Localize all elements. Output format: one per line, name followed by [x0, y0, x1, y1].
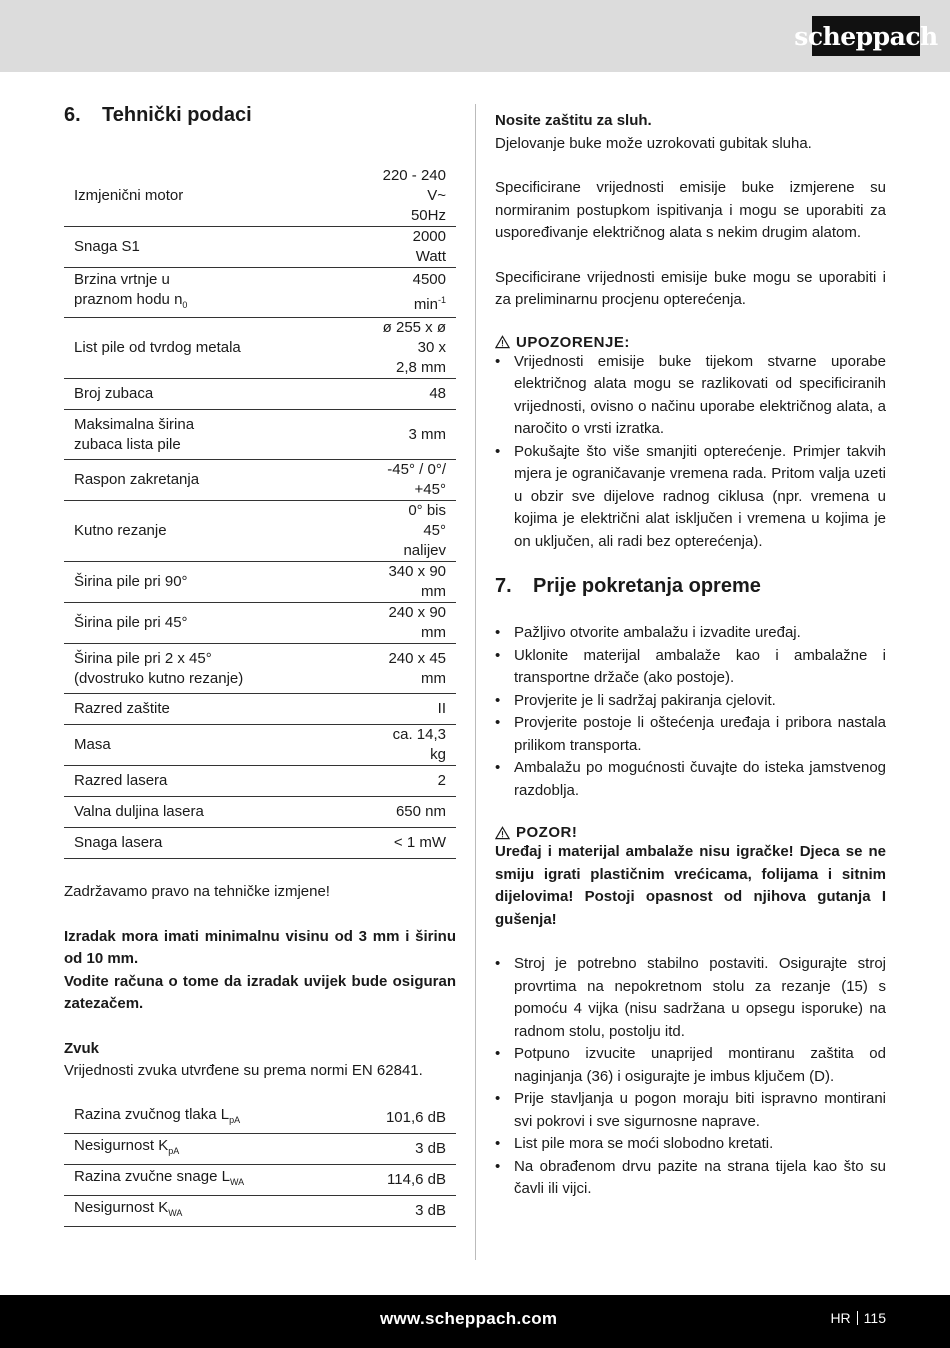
spec-label: Širina pile pri 90°	[64, 562, 372, 603]
page-number: 115	[863, 1310, 886, 1326]
spec-label: Valna duljina lasera	[64, 797, 372, 828]
spec-value: < 1 mW	[372, 828, 456, 859]
setup-item: • Potpuno izvucite unaprijed montiranu zaštita od naginjanja (36) i osigurajte je imbus ključem (D).	[495, 1043, 886, 1088]
spec-row	[64, 166, 456, 227]
spec-row	[64, 501, 456, 562]
spec-label: Masa	[64, 725, 372, 766]
warning-title: UPOZORENJE:	[516, 333, 630, 351]
caution-text: Uređaj i materijal ambalaže nisu igračke! Djeca se ne smiju igrati plastičnim vrećicama, folijama i sitnim dijelovima! Postoji opasnost od njihova gutanja I gušenja!	[495, 843, 886, 928]
spec-label: Brzina vrtnje u praznom hodu $n_0$	[64, 268, 372, 318]
spec-label: Raspon zakretanja	[64, 460, 372, 501]
preparation-item: • Provjerite postoje li oštećenja uređaja i pribora nastala prilikom transporta.	[495, 712, 886, 757]
spec-row	[64, 318, 456, 379]
spec-value: 650 nm	[372, 797, 456, 828]
preparation-list	[495, 622, 886, 802]
spec-value: 240 x 45 mm	[372, 644, 456, 694]
spec-label: List pile od tvrdog metala	[64, 318, 372, 379]
sound-label: Nesigurnost $K_{pA}$	[64, 1133, 340, 1164]
spec-label: Broj zubaca	[64, 379, 372, 410]
header-bar	[0, 0, 950, 72]
spec-label: Širina pile pri 45°	[64, 603, 372, 644]
spec-label: Snaga lasera	[64, 828, 372, 859]
preparation-item: • Ambalažu po mogućnosti čuvajte do isteka jamstvenog razdoblja.	[495, 757, 886, 802]
spec-label: Izmjenični motor	[64, 166, 372, 227]
section-6-heading	[64, 104, 456, 127]
spec-value: 2000 Watt	[372, 227, 456, 268]
spec-label: Snaga S1	[64, 227, 372, 268]
workpiece-size-note: Izradak mora imati minimalnu visinu od 3 mm i širinu od 10 mm.	[64, 927, 456, 967]
spec-row	[64, 268, 456, 318]
spec-row	[64, 460, 456, 501]
sound-label: Razina zvučnog tlaka $L_{pA}$	[64, 1103, 340, 1134]
spec-row	[64, 694, 456, 725]
spec-value: -45° / 0°/ +45°	[372, 460, 456, 501]
spec-value: 220 - 240 V~ 50Hz	[372, 166, 456, 227]
preparation-item: • Uklonite materijal ambalaže kao i ambalažne i transportne držače (ako postoje).	[495, 645, 886, 690]
spec-row	[64, 725, 456, 766]
spec-value: 340 x 90 mm	[372, 562, 456, 603]
sound-row	[64, 1103, 456, 1134]
spec-label: Razred zaštite	[64, 694, 372, 725]
spec-row	[64, 562, 456, 603]
setup-item: • Prije stavljanja u pogon moraju biti ispravno montirani svi pokrovi i sve sigurnosne naprave.	[495, 1088, 886, 1133]
sound-row	[64, 1164, 456, 1195]
sound-row	[64, 1195, 456, 1226]
preparation-item: • Provjerite je li sadržaj pakiranja cjelovit.	[495, 690, 886, 713]
spec-value: 3 mm	[372, 410, 456, 460]
setup-list	[495, 953, 886, 1201]
section-number: 6.	[64, 104, 81, 126]
sound-values-table	[64, 1103, 456, 1227]
spec-value: 2	[372, 766, 456, 797]
section-number: 7.	[495, 575, 512, 597]
sound-row	[64, 1133, 456, 1164]
warning-item: • Pokušajte što više smanjiti opterećenje. Primjer takvih mjera je ograničavanje vremena rada. Pritom valja uzeti u obzir sve dijelove radnog ciklusa (npr. vremena u kojima je električni alat isključen i vremena u kojima je on uključen, ali radi bez opterećenja).	[495, 441, 886, 554]
sound-text: Vrijednosti zvuka utvrđene su prema normi EN 62841.	[64, 1062, 423, 1079]
caution-heading	[495, 824, 886, 841]
right-column	[495, 110, 886, 1201]
hearing-protection-text: Djelovanje buke može uzrokovati gubitak sluha.	[495, 134, 812, 152]
changes-note: Zadržavamo pravo na tehničke izmjene!	[64, 883, 330, 900]
spec-value: 4500 $\min^{-1}$	[372, 268, 456, 318]
spec-value: 240 x 90 mm	[372, 603, 456, 644]
website-link[interactable]: www.scheppach.com	[380, 1309, 558, 1328]
column-divider	[475, 104, 476, 1260]
caution-title: POZOR!	[516, 824, 578, 841]
spec-label: Maksimalna širina zubaca lista pile	[64, 410, 372, 460]
spec-row	[64, 603, 456, 644]
spec-row	[64, 766, 456, 797]
warning-item: • Vrijednosti emisije buke tijekom stvarne uporabe električnog alata mogu se razlikovati od specificiranih vrijednosti, ovisno o načinu uporabe električnog alata, a naročito o vrsti izratka.	[495, 351, 886, 441]
spec-row	[64, 828, 456, 859]
sound-heading: Zvuk	[64, 1039, 100, 1057]
setup-item: • Na obrađenom drvu pazite na strana tijela kao što su čavli ili vijci.	[495, 1156, 886, 1201]
spec-label: Kutno rezanje	[64, 501, 372, 562]
preparation-item: • Pažljivo otvorite ambalažu i izvadite uređaj.	[495, 622, 886, 645]
section-title: Tehnički podaci	[102, 104, 252, 126]
setup-item: • Stroj je potrebno stabilno postaviti. Osigurajte stroj provrtima na nepokretnom stolu za rezanje (15) s pomoću 4 vijka (nisu sadržana u opsegu isporuke) na radnom stolu, postolju itd.	[495, 953, 886, 1043]
warning-triangle-icon	[495, 826, 510, 840]
spec-label: Razred lasera	[64, 766, 372, 797]
noise-paragraph-2: Specificirane vrijednosti emisije buke mogu se uporabiti i za preliminarnu procjenu opterećenja.	[495, 268, 886, 308]
sound-value: 3 dB	[340, 1195, 456, 1226]
sound-value: 3 dB	[340, 1133, 456, 1164]
noise-paragraph-1: Specificirane vrijednosti emisije buke izmjerene su normiranim postupkom ispitivanja i mogu se uporabiti za uspoređivanje električnog alata s nekim drugim alatom.	[495, 179, 886, 241]
sound-label: Nesigurnost $K_{WA}$	[64, 1195, 340, 1226]
hearing-protection-title: Nosite zaštitu za sluh.	[495, 112, 652, 129]
warning-heading	[495, 334, 886, 351]
spec-value: ca. 14,3 kg	[372, 725, 456, 766]
sound-value: 101,6 dB	[340, 1103, 456, 1134]
setup-item: • List pile mora se moći slobodno kretati.	[495, 1133, 886, 1156]
spec-label: Širina pile pri 2 x 45° (dvostruko kutno rezanje)	[64, 644, 372, 694]
left-column	[64, 104, 456, 1227]
spec-value: ø 255 x ø 30 x 2,8 mm	[372, 318, 456, 379]
spec-value: 48	[372, 379, 456, 410]
footer-bar	[0, 1295, 950, 1348]
scheppach-logo: scheppach	[812, 16, 920, 56]
spec-row	[64, 227, 456, 268]
spec-value: II	[372, 694, 456, 725]
warning-list	[495, 351, 886, 554]
section-title: Prije pokretanja opreme	[533, 575, 761, 597]
sound-label: Razina zvučne snage $L_{WA}$	[64, 1164, 340, 1195]
warning-triangle-icon	[495, 335, 510, 349]
section-7-heading	[495, 575, 886, 598]
language-code: HR	[830, 1310, 851, 1326]
spec-row	[64, 797, 456, 828]
spec-row	[64, 379, 456, 410]
page-indicator	[830, 1310, 886, 1326]
spec-value: 0° bis 45° nalijev	[372, 501, 456, 562]
technical-data-table	[64, 166, 456, 859]
spec-row	[64, 644, 456, 694]
spec-row	[64, 410, 456, 460]
clamp-note: Vodite računa o tome da izradak uvijek bude osiguran zatezačem.	[64, 972, 456, 1012]
sound-value: 114,6 dB	[340, 1164, 456, 1195]
